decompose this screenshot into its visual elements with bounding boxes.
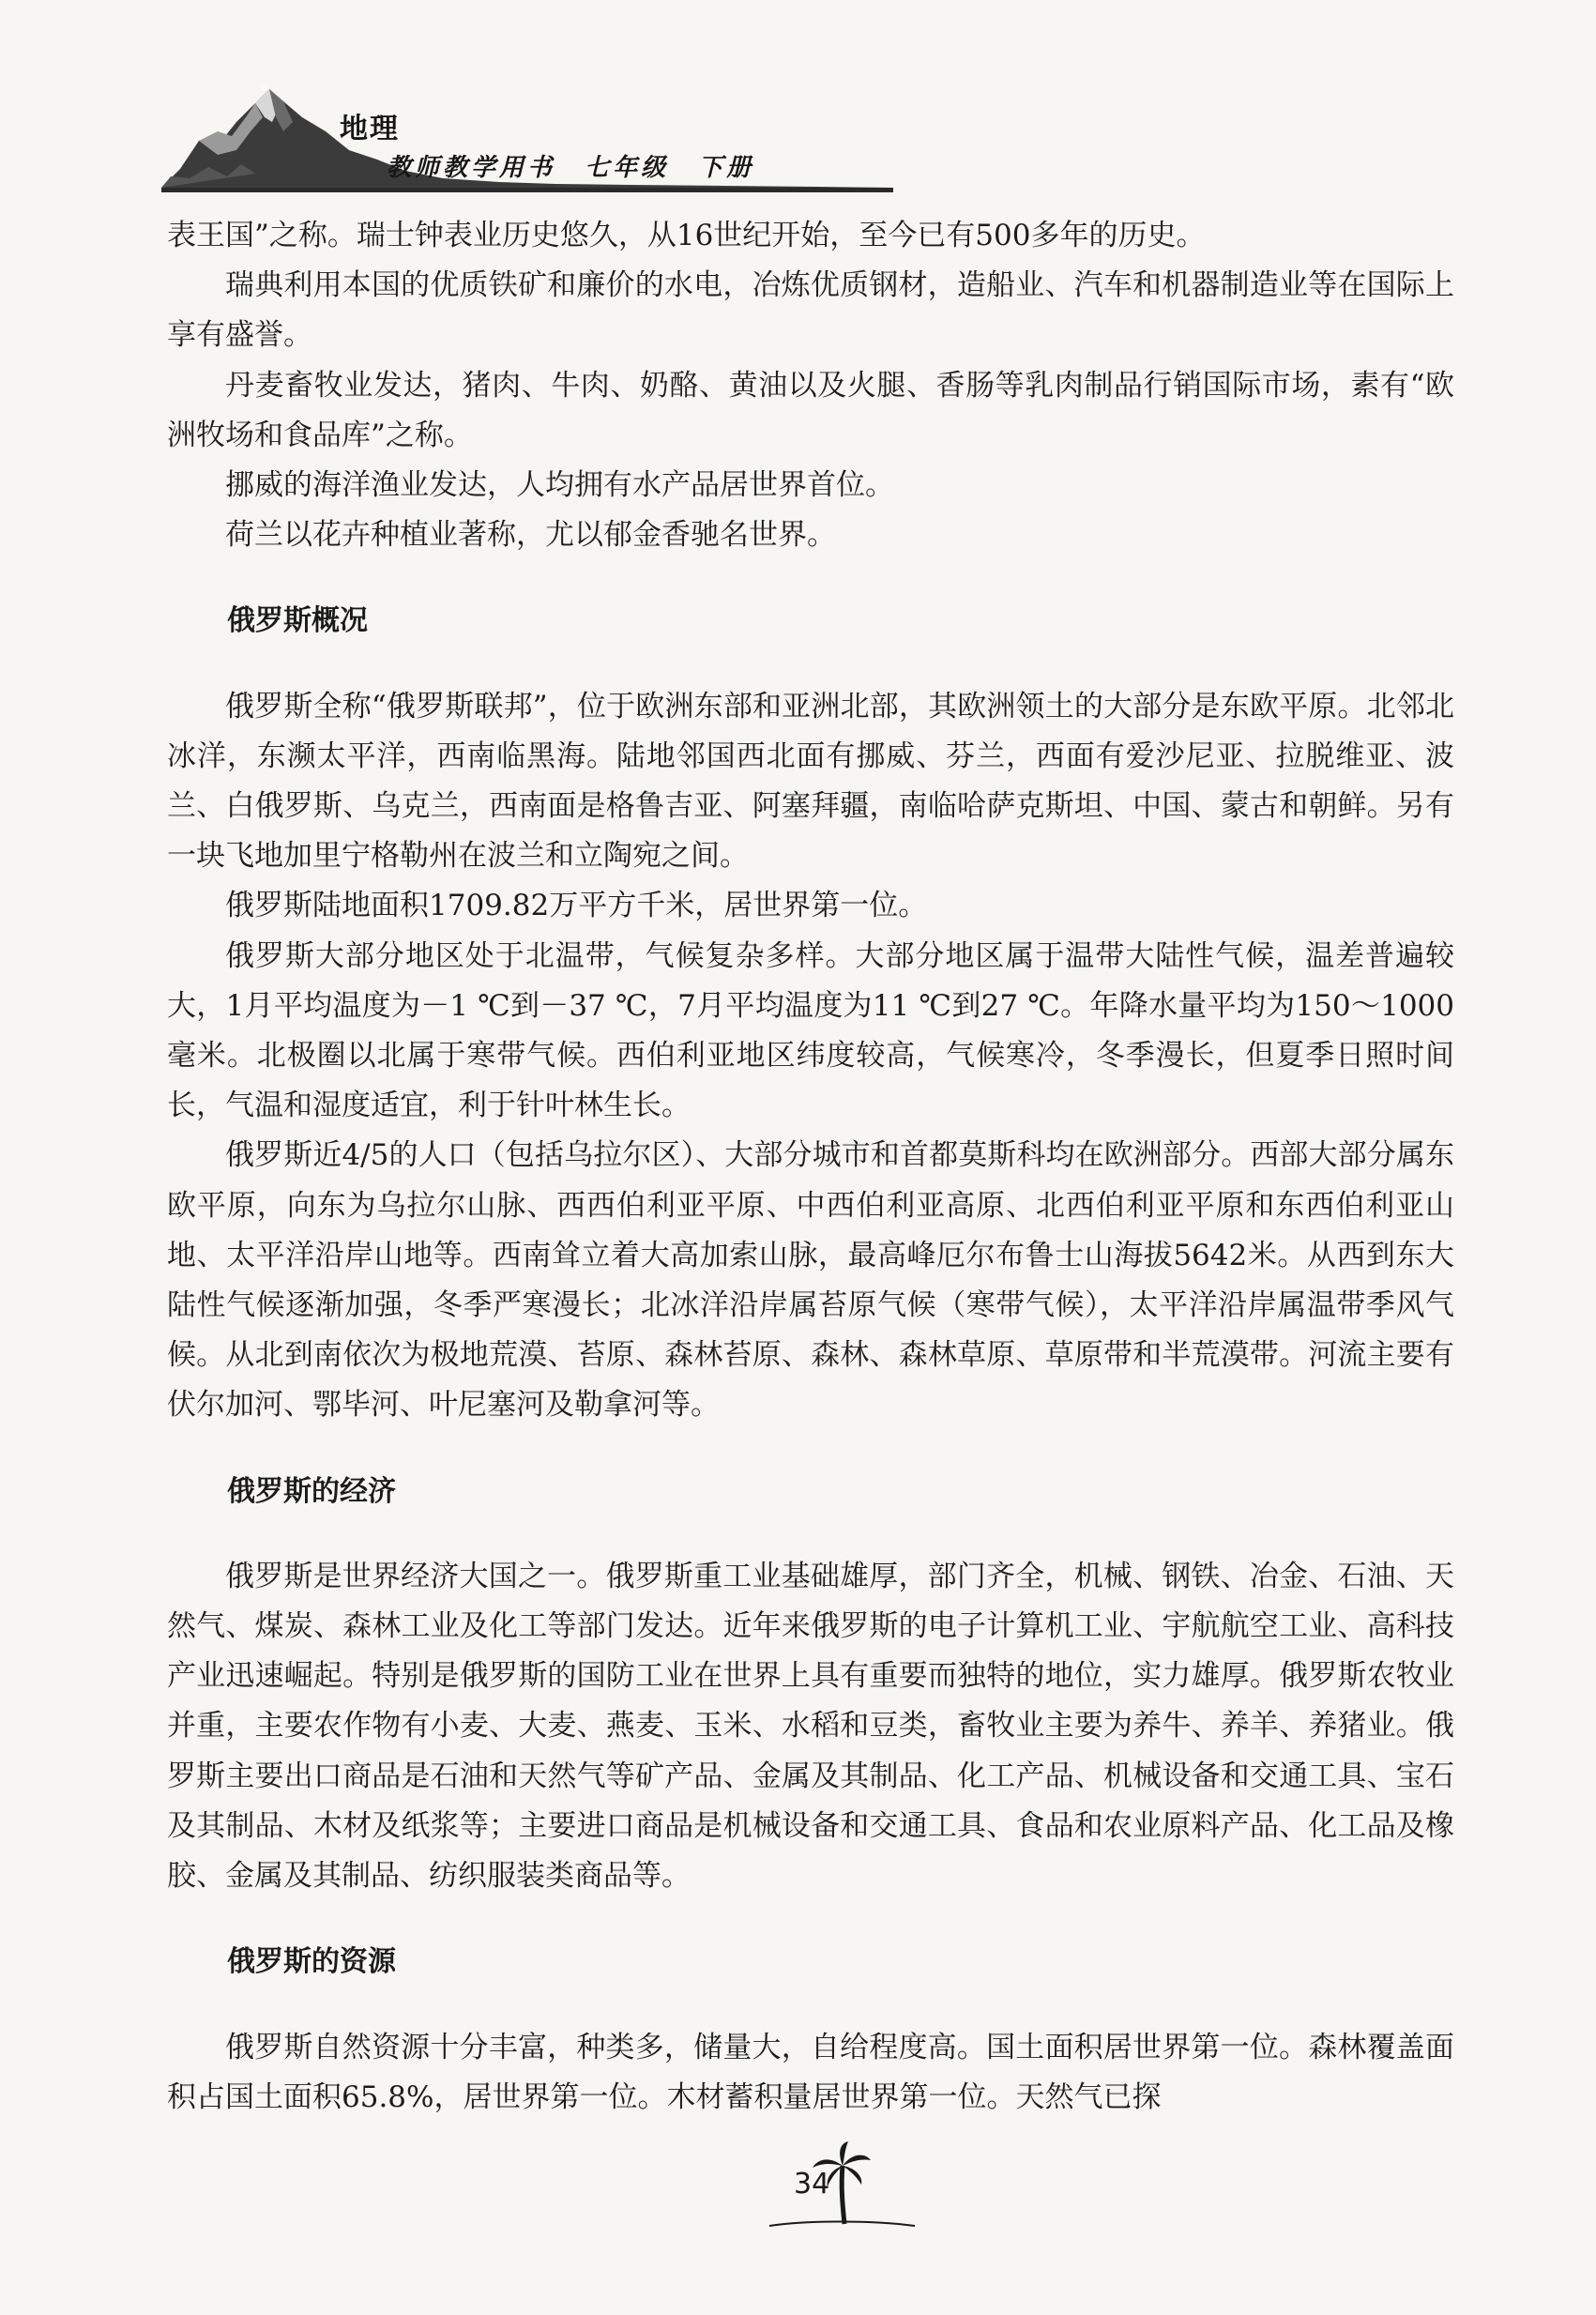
paragraph: 丹麦畜牧业发达，猪肉、牛肉、奶酪、黄油以及火腿、香肠等乳肉制品行销国际市场，素有“欧洲牧场和食品库”之称。 — [167, 368, 1454, 452]
paragraph: 俄罗斯陆地面积1709.82万平方千米，居世界第一位。 — [225, 889, 928, 923]
header-grade: 七年级 — [585, 154, 670, 182]
paragraph: 荷兰以花卉种植业著称，尤以郁金香驰名世界。 — [225, 518, 836, 553]
header-book-name: 教师教学用书 — [387, 154, 556, 182]
header-subject: 地理 — [340, 113, 400, 145]
section-heading-overview: 俄罗斯概况 — [227, 604, 368, 638]
paragraph: 瑞典利用本国的优质铁矿和廉价的水电，冶炼优质钢材，造船业、汽车和机器制造业等在国际上享有盛誉。 — [167, 268, 1454, 353]
section-heading-resources: 俄罗斯的资源 — [227, 1945, 396, 1979]
paragraph: 俄罗斯是世界经济大国之一。俄罗斯重工业基础雄厚，部门齐全，机械、钢铁、冶金、石油、天然气、煤炭、森林工业及化工等部门发达。近年来俄罗斯的电子计算机工业、宇航航空工业、高科技产业迅速崛起。特别是俄罗斯的国防工业在世界上具有重要而独特的地位，实力雄厚。俄罗斯农牧业并重，主要农作物有小麦、大麦、燕麦、玉米、水稻和豆类，畜牧业主要为养牛、养羊、养猪业。俄罗斯主要出口商品是石油和天然气等矿产品、金属及其制品、化工产品、机械设备和交通工具、宝石及其制品、木材及纸浆等；主要进口商品是机械设备和交通工具、食品和农业原料产品、化工品及橡胶、金属及其制品、纺织服装类商品等。 — [167, 1559, 1454, 1894]
paragraph: 表王国”之称。瑞士钟表业历史悠久，从16世纪开始，至今已有500多年的历史。 — [167, 219, 1206, 252]
page-body — [167, 211, 1454, 2123]
header-volume: 下册 — [698, 154, 755, 182]
paragraph: 挪威的海洋渔业发达，人均拥有水产品居世界首位。 — [225, 468, 894, 503]
page-header — [161, 66, 893, 197]
paragraph: 俄罗斯大部分地区处于北温带，气候复杂多样。大部分地区属于温带大陆性气候，温差普遍较大，1月平均温度为－1 ℃到－37 ℃，7月平均温度为11 ℃到27 ℃。年降水量平均为150～1000毫米。北极圈以北属于寒带气候。西伯利亚地区纬度较高，气候寒冷，冬季漫长，但夏季日照时间长，气温和湿度适宜，利于针叶林生长。 — [167, 938, 1454, 1123]
palm-tree-icon — [751, 2140, 920, 2233]
paragraph: 俄罗斯近4/5的人口（包括乌拉尔区）、大部分城市和首都莫斯科均在欧洲部分。西部大部分属东欧平原，向东为乌拉尔山脉、西西伯利亚平原、中西伯利亚高原、北西伯利亚平原和东西伯利亚山地、太平洋沿岸山地等。西南耸立着大高加索山脉，最高峰厄尔布鲁士山海拔5642米。从西到东大陆性气候逐渐加强，冬季严寒漫长；北冰洋沿岸属苔原气候（寒带气候），太平洋沿岸属温带季风气候。从北到南依次为极地荒漠、苔原、森林苔原、森林、森林草原、草原带和半荒漠带。河流主要有伏尔加河、鄂毕河、叶尼塞河及勒拿河等。 — [167, 1138, 1454, 1423]
paragraph: 俄罗斯全称“俄罗斯联邦”，位于欧洲东部和亚洲北部，其欧洲领土的大部分是东欧平原。北邻北冰洋，东濒太平洋，西南临黑海。陆地邻国西北面有挪威、芬兰，西面有爱沙尼亚、拉脱维亚、波兰、白俄罗斯、乌克兰，西南面是格鲁吉亚、阿塞拜疆，南临哈萨克斯坦、中国、蒙古和朝鲜。另有一块飞地加里宁格勒州在波兰和立陶宛之间。 — [167, 689, 1454, 874]
section-heading-economy: 俄罗斯的经济 — [227, 1474, 396, 1508]
header-book-title — [387, 148, 771, 183]
page-footer — [751, 2140, 920, 2233]
paragraph: 俄罗斯自然资源十分丰富，种类多，储量大，自给程度高。国土面积居世界第一位。森林覆盖面积占国土面积65.8%，居世界第一位。木材蓄积量居世界第一位。天然气已探 — [167, 2030, 1454, 2114]
page-number: 34 — [794, 2168, 830, 2201]
